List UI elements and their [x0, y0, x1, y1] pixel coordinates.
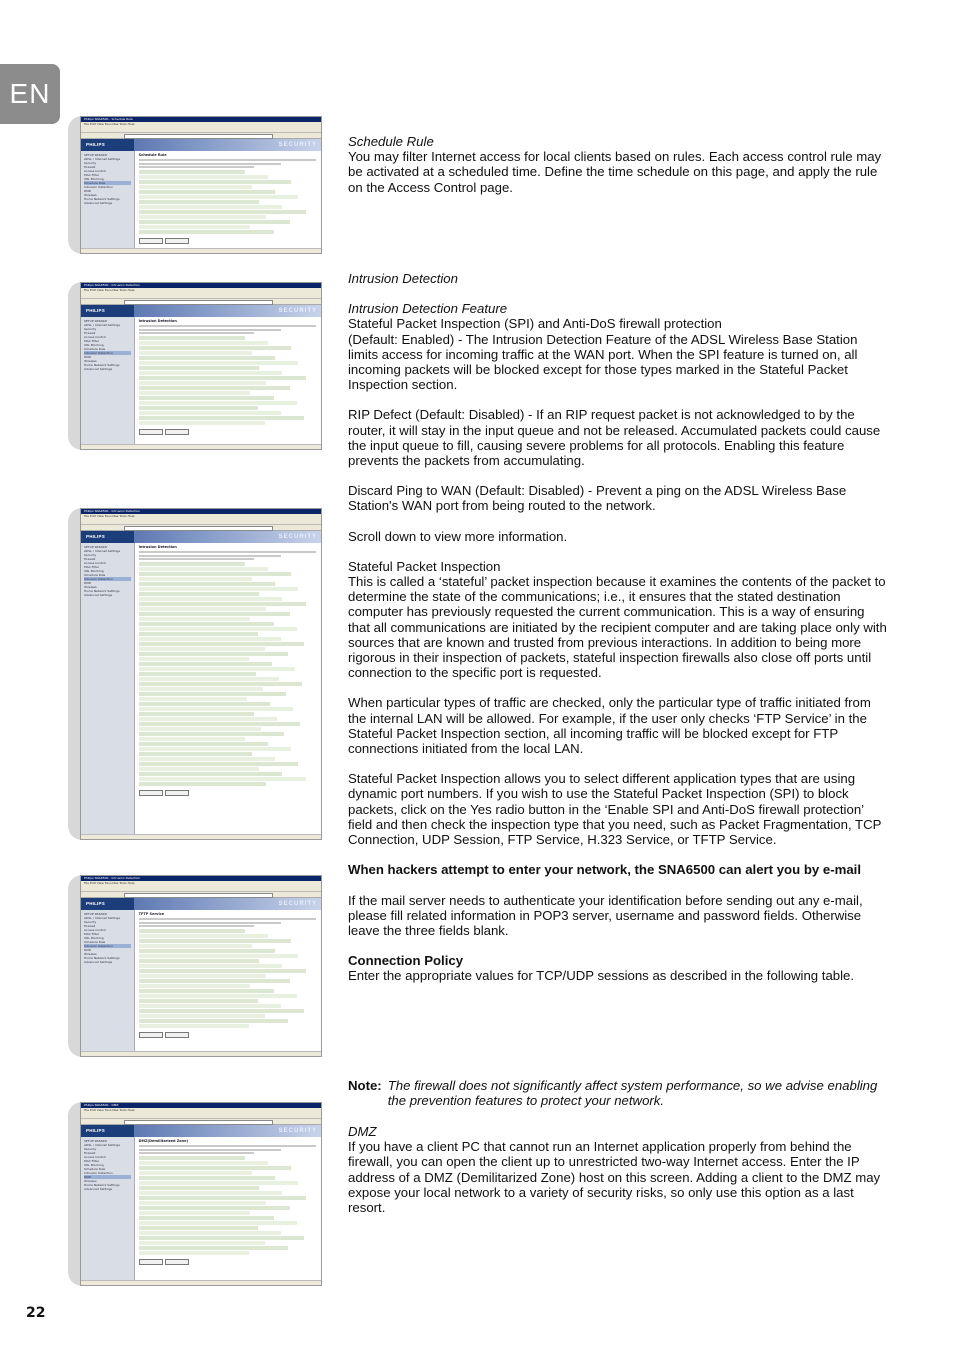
form-row — [139, 421, 265, 426]
router-main — [139, 153, 317, 249]
nav-item[interactable]: Home Network Settings — [84, 1183, 120, 1187]
scroll-down: Scroll down to view more information. — [348, 528, 568, 544]
menu-bar[interactable]: File Edit View Favorites Tools Help — [81, 1108, 321, 1112]
nav-item[interactable]: URL Blocking — [84, 1163, 104, 1167]
router-header: SECURITY — [134, 1125, 321, 1137]
nav-item[interactable]: Wireless — [84, 585, 97, 589]
schedule-rule-body: You may filter Internet access for local clients based on rules. Each access control rule may be activated at a scheduled time. Define the time schedule on this page, and apply the rule on the Access Control page. — [348, 149, 882, 195]
philips-logo: PHILIPS — [81, 1125, 134, 1137]
status-bar — [81, 834, 321, 839]
nav-item[interactable]: DMZ — [84, 189, 91, 193]
nav-item[interactable]: Intrusion Detection — [84, 1171, 113, 1175]
router-sidebar — [81, 139, 135, 249]
nav-item[interactable]: URL Blocking — [84, 177, 104, 181]
router-main — [139, 1139, 317, 1281]
nav-item[interactable]: SETUP WIZARD — [84, 912, 107, 916]
page-number: 22 — [26, 1305, 46, 1321]
nav-item[interactable]: URL Blocking — [84, 343, 104, 347]
philips-logo: PHILIPS — [81, 139, 134, 151]
nav-item[interactable]: Home Network Settings — [84, 956, 120, 960]
nav-item[interactable]: Home Network Settings — [84, 363, 120, 367]
save-settings-button[interactable] — [139, 790, 163, 796]
hackers-alert: When hackers attempt to enter your network, the SNA6500 can alert you by e-mail — [348, 862, 861, 878]
nav-item[interactable]: Firewall — [84, 331, 96, 335]
nav-item[interactable]: Access Control — [84, 928, 107, 932]
nav-item[interactable]: ADSL / Internet Settings — [84, 549, 121, 553]
status-bar — [81, 444, 321, 449]
dmz-body: If you have a client PC that cannot run an Internet application properly from behind the firewall, you can open the client up to unrestricted two-way Internet access. Enter the IP address of a DMZ (Demilitarized Zone) host on this screen. Adding a client to the DMZ may expose your local network to a variety of security risks, so only use this option as a last resort. — [348, 1139, 881, 1216]
nav-item[interactable]: Schedule Rule — [84, 181, 131, 185]
schedule-rule-title: Schedule Rule — [348, 134, 434, 149]
nav-item[interactable]: Wireless — [84, 359, 97, 363]
philips-logo: PHILIPS — [81, 531, 134, 543]
intrusion-feature-title: Intrusion Detection Feature — [348, 301, 508, 317]
nav-item[interactable]: SETUP WIZARD — [84, 153, 107, 157]
router-header: SECURITY — [134, 305, 321, 317]
nav-item[interactable]: Schedule Rule — [84, 573, 106, 577]
nav-item[interactable]: Advanced Settings — [84, 201, 113, 205]
nav-item[interactable]: Advanced Settings — [84, 960, 113, 964]
save-settings-button[interactable] — [139, 1259, 163, 1265]
nav-item[interactable]: MAC Filter — [84, 932, 100, 936]
router-header: SECURITY — [134, 531, 321, 543]
nav-item[interactable]: Advanced Settings — [84, 367, 113, 371]
nav-item[interactable]: Security — [84, 1147, 97, 1151]
cancel-button[interactable] — [165, 429, 189, 435]
nav-item[interactable]: Security — [84, 161, 97, 165]
dmz-section — [348, 1124, 888, 1215]
philips-logo: PHILIPS — [81, 305, 134, 317]
screenshot-schedule-rule — [68, 116, 322, 254]
window-title: Philips SNA6500 - Intrusion Detection — [81, 876, 321, 881]
spi-select: Stateful Packet Inspection allows you to select different application types that are using dynamic port numbers. If you wish to use the Stateful Packet Inspection (SPI) to block packets, click on the Yes radio button in the ‘Enable SPI and Anti-DoS firewall protection’ field and then check the inspection type that you need, such as Packet Fragmentation, TCP Connection, UDP Session, FTP Service, H.323 Service, or TFTP Service. — [348, 771, 882, 848]
form-row — [139, 1251, 249, 1256]
nav-item[interactable]: Wireless — [84, 952, 97, 956]
cancel-button[interactable] — [165, 1032, 189, 1038]
note-body: The firewall does not significantly affect system performance, so we advise enabling the prevention features to protect your network. — [387, 1078, 878, 1109]
nav-item[interactable]: MAC Filter — [84, 173, 100, 177]
save-settings-button[interactable] — [139, 1032, 163, 1038]
rip-defect: RIP Defect (Default: Disabled) - If an RIP request packet is not acknowledged to by the router, it will stay in the input queue and not be released. Accumulated packets could cause the input queue to fill, causing severe problems for all protocols. Enabling this feature prevents the packets from accumulating. — [348, 407, 881, 469]
window-title: Philips SNA6500 - DMZ — [81, 1103, 321, 1108]
nav-item[interactable]: URL Blocking — [84, 936, 104, 940]
nav-item[interactable]: Intrusion Detection — [84, 351, 131, 355]
status-bar — [81, 1280, 321, 1285]
nav-item[interactable]: Security — [84, 553, 97, 557]
nav-item[interactable]: ADSL / Internet Settings — [84, 323, 121, 327]
nav-item[interactable]: Security — [84, 327, 97, 331]
intrusion-title: Intrusion Detection — [348, 271, 458, 286]
nav-item[interactable]: Advanced Settings — [84, 1187, 113, 1191]
nav-item[interactable]: Intrusion Detection — [84, 185, 113, 189]
spi-body: This is called a ‘stateful’ packet inspection because it examines the contents of the packet to determine the state of the communications; i.e., it ensures that the stated destination computer has previously requested the current communication. This is a way of ensuring that all communications are initiated by the recipient computer and are taking place only with sources that are known and trusted from previous interactions. In addition to being more rigorous in their inspection of packets, stateful inspection firewalls also close off ports until connection to the specific port is requested. — [348, 574, 887, 681]
menu-bar[interactable]: File Edit View Favorites Tools Help — [81, 288, 321, 292]
router-page-title: Intrusion Detection — [138, 545, 177, 549]
router-main — [139, 545, 317, 835]
router-sidebar — [81, 531, 135, 835]
toolbar[interactable] — [81, 292, 321, 299]
window-title: Philips SNA6500 - Schedule Rule — [81, 117, 321, 122]
save-settings-button[interactable] — [139, 429, 163, 435]
language-tab: EN — [0, 64, 60, 124]
discard-ping: Discard Ping to WAN (Default: Disabled) - Prevent a ping on the ADSL Wireless Base Station's WAN port from being routed to the network. — [348, 483, 847, 514]
nav-item[interactable]: Security — [84, 920, 97, 924]
router-page-title: TFTP Service — [138, 912, 165, 916]
nav-item[interactable]: Home Network Settings — [84, 197, 120, 201]
nav-item[interactable]: URL Blocking — [84, 569, 104, 573]
router-main — [139, 319, 317, 445]
nav-item[interactable]: Intrusion Detection — [84, 944, 131, 948]
spi-title: Stateful Packet Inspection — [348, 558, 501, 574]
form-row — [139, 1024, 249, 1029]
nav-item[interactable]: Firewall — [84, 165, 96, 169]
router-sidebar — [81, 898, 135, 1052]
router-page-title: Intrusion Detection — [138, 319, 177, 323]
nav-item[interactable]: Access Control — [84, 561, 107, 565]
toolbar[interactable] — [81, 518, 321, 525]
cancel-button[interactable] — [165, 238, 189, 244]
connection-policy-title: Connection Policy — [348, 953, 464, 969]
router-page-title: DMZ(Demilitarized Zone) — [138, 1139, 189, 1143]
toolbar[interactable] — [81, 126, 321, 133]
nav-item[interactable]: DMZ — [84, 948, 91, 952]
nav-item[interactable]: Access Control — [84, 335, 107, 339]
router-main — [139, 912, 317, 1052]
form-row — [139, 782, 267, 787]
nav-item[interactable]: Schedule Rule — [84, 940, 106, 944]
status-bar — [81, 1051, 321, 1056]
philips-logo: PHILIPS — [81, 898, 134, 910]
router-header: SECURITY — [134, 139, 321, 151]
spi-default: (Default: Enabled) - The Intrusion Detection Feature of the ADSL Wireless Base Station limits access for incoming traffic at the WAN port. When the SPI feature is turned on, all incoming packets will be blocked except for those types marked in the Stateful Packet Inspection section. — [348, 331, 858, 393]
router-page-title: Schedule Rule — [138, 153, 167, 157]
intrusion-section — [348, 271, 888, 984]
nav-item[interactable]: SETUP WIZARD — [84, 545, 107, 549]
mail-server: If the mail server needs to authenticate your identification before sending out any e-mail, please fill related information in POP3 server, username and password fields. Otherwise leave the three fields blank. — [348, 892, 863, 938]
nav-item[interactable]: ADSL / Internet Settings — [84, 1143, 121, 1147]
nav-item[interactable]: Wireless — [84, 1179, 97, 1183]
dmz-title: DMZ — [348, 1124, 377, 1139]
traffic-types: When particular types of traffic are checked, only the particular type of traffic initiated from the internal LAN will be allowed. For example, if the user only checks ‘FTP Service’ in the Stateful Packet Inspection section, all incoming traffic will be blocked except for FTP connections initiated from the local LAN. — [348, 695, 871, 757]
router-header: SECURITY — [134, 898, 321, 910]
save-settings-button[interactable] — [139, 238, 163, 244]
screenshot-dmz — [68, 1102, 322, 1286]
nav-item[interactable]: Home Network Settings — [84, 589, 120, 593]
cancel-button[interactable] — [165, 790, 189, 796]
screenshot-intrusion-detection-scrolled — [68, 508, 322, 840]
nav-item[interactable]: SETUP WIZARD — [84, 1139, 107, 1143]
schedule-rule-section — [348, 134, 888, 195]
nav-item[interactable]: MAC Filter — [84, 339, 100, 343]
nav-item[interactable]: Access Control — [84, 169, 107, 173]
nav-item[interactable]: Access Control — [84, 1155, 107, 1159]
screenshot-email-alert — [68, 875, 322, 1057]
nav-item[interactable]: DMZ — [84, 581, 91, 585]
nav-item[interactable]: DMZ — [84, 355, 91, 359]
nav-item[interactable]: Intrusion Detection — [84, 577, 131, 581]
menu-bar[interactable]: File Edit View Favorites Tools Help — [81, 122, 321, 126]
nav-item[interactable]: SETUP WIZARD — [84, 319, 107, 323]
spi-line: Stateful Packet Inspection (SPI) and Anti-DoS firewall protection — [348, 316, 722, 332]
screenshot-intrusion-detection — [68, 282, 322, 450]
nav-item[interactable]: Schedule Rule — [84, 1167, 106, 1171]
note-section — [348, 1078, 888, 1108]
form-row — [139, 230, 274, 235]
nav-item[interactable]: Schedule Rule — [84, 347, 106, 351]
nav-item[interactable]: MAC Filter — [84, 1159, 100, 1163]
nav-item[interactable]: Firewall — [84, 557, 96, 561]
window-title: Philips SNA6500 - Intrusion Detection — [81, 283, 321, 288]
nav-item[interactable]: ADSL / Internet Settings — [84, 157, 121, 161]
note-label: Note: — [348, 1078, 382, 1093]
router-sidebar — [81, 305, 135, 445]
nav-item[interactable]: MAC Filter — [84, 565, 100, 569]
menu-bar[interactable]: File Edit View Favorites Tools Help — [81, 514, 321, 518]
window-title: Philips SNA6500 - Intrusion Detection — [81, 509, 321, 514]
router-sidebar — [81, 1125, 135, 1281]
nav-item[interactable]: Wireless — [84, 193, 97, 197]
cancel-button[interactable] — [165, 1259, 189, 1265]
menu-bar[interactable]: File Edit View Favorites Tools Help — [81, 881, 321, 885]
toolbar[interactable] — [81, 1112, 321, 1119]
nav-item[interactable]: Firewall — [84, 1151, 96, 1155]
toolbar[interactable] — [81, 885, 321, 892]
status-bar — [81, 248, 321, 253]
connection-policy-body: Enter the appropriate values for TCP/UDP sessions as described in the following table. — [348, 968, 855, 984]
nav-item[interactable]: ADSL / Internet Settings — [84, 916, 121, 920]
nav-item[interactable]: DMZ — [84, 1175, 131, 1179]
nav-item[interactable]: Advanced Settings — [84, 593, 113, 597]
nav-item[interactable]: Firewall — [84, 924, 96, 928]
